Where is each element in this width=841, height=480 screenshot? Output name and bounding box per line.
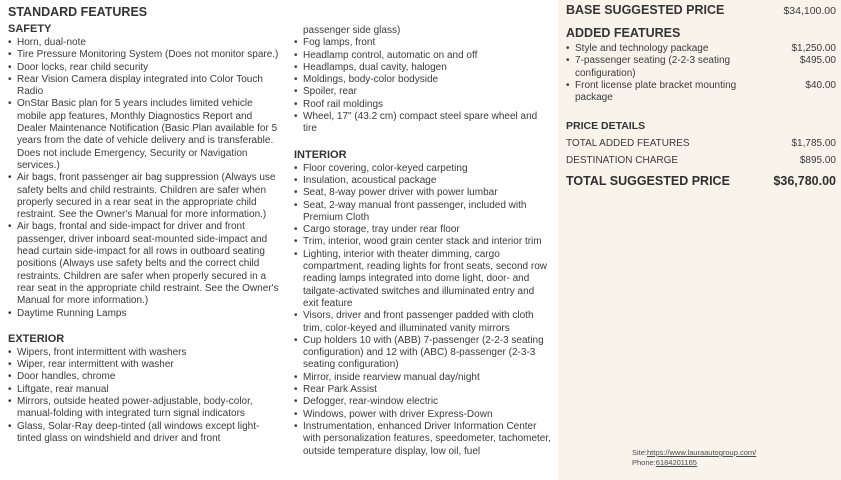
added-feature-price: $1,250.00 bbox=[791, 43, 836, 54]
added-feature-row bbox=[566, 55, 836, 80]
price-detail-value: $895.00 bbox=[799, 155, 836, 167]
phone-link[interactable]: 6184201165 bbox=[655, 458, 697, 467]
feature-item: • Door locks, rear child security bbox=[8, 62, 281, 74]
feature-section-continued bbox=[294, 37, 552, 135]
feature-item: • Spoiler, rear bbox=[294, 86, 552, 98]
feature-item: • Headlamp control, automatic on and off bbox=[294, 50, 552, 62]
feature-item: • Daytime Running Lamps bbox=[8, 308, 281, 320]
features-column-2 bbox=[294, 4, 552, 480]
site-link[interactable]: https://www.lauraautogroup.com/ bbox=[647, 448, 757, 457]
page-title: STANDARD FEATURES bbox=[8, 5, 148, 19]
feature-sections-col1 bbox=[8, 23, 281, 445]
feature-list bbox=[8, 37, 281, 320]
base-price-row bbox=[566, 3, 836, 17]
feature-item: • Wheel, 17" (43.2 cm) compact steel spare wheel and tire bbox=[294, 111, 552, 136]
site-label: Site: bbox=[632, 448, 648, 457]
phone-line bbox=[632, 458, 756, 468]
added-feature-row bbox=[566, 80, 836, 105]
feature-item: • Insulation, acoustical package bbox=[294, 175, 552, 187]
feature-item: • Instrumentation, enhanced Driver Information Center with personalization features, speedometer, tachometer, outside temperature display, low oil, fuel bbox=[294, 421, 552, 458]
feature-item: • Horn, dual-note bbox=[8, 37, 281, 49]
added-feature-label: • Front license plate bracket mounting package bbox=[566, 80, 764, 105]
feature-list bbox=[294, 37, 552, 135]
base-price-value: $34,100.00 bbox=[783, 5, 836, 17]
price-panel bbox=[558, 0, 841, 480]
feature-item: • Roof rail moldings bbox=[294, 99, 552, 111]
features-column-1 bbox=[8, 4, 281, 480]
site-line bbox=[632, 448, 756, 458]
feature-item: • Trim, interior, wood grain center stack and interior trim bbox=[294, 236, 552, 248]
feature-section-safety bbox=[8, 23, 281, 320]
feature-item: • Defogger, rear-window electric bbox=[294, 396, 552, 408]
feature-item: • Cup holders 10 with (ABB) 7-passenger (2-2-3 seating configuration) and 12 with (ABC) 8-passenger (2-3-3 seating configuration) bbox=[294, 335, 552, 372]
price-detail-label: DESTINATION CHARGE bbox=[566, 155, 679, 167]
feature-list bbox=[294, 163, 552, 458]
price-detail-label: TOTAL ADDED FEATURES bbox=[566, 138, 690, 150]
feature-item: • Seat, 8-way power driver with power lumbar bbox=[294, 187, 552, 199]
feature-item: • Windows, power with driver Express-Down bbox=[294, 409, 552, 421]
feature-section-interior bbox=[294, 149, 552, 458]
feature-item: • Visors, driver and front passenger padded with cloth trim, color-keyed and illuminated vanity mirrors bbox=[294, 310, 552, 335]
added-feature-label: • Style and technology package bbox=[566, 43, 764, 55]
feature-item: • Cargo storage, tray under rear floor bbox=[294, 224, 552, 236]
feature-item: • Rear Vision Camera display integrated into Color Touch Radio bbox=[8, 74, 281, 99]
total-suggested-price-row bbox=[566, 174, 836, 188]
total-price-label: TOTAL SUGGESTED PRICE bbox=[566, 174, 730, 189]
feature-item: • Wiper, rear intermittent with washer bbox=[8, 359, 281, 371]
feature-item: • Air bags, front passenger air bag suppression (Always use safety belts and child restraints. Children are safer when properly secured in a rear seat in the appropriate child restraint. See the Owner's Manual for more information.) bbox=[8, 172, 281, 221]
feature-item: • OnStar Basic plan for 5 years includes limited vehicle mobile app features, Monthly Diagnostics Report and Dealer Maintenance Notification (Basic Plan available for 5 years from the date of vehicle delivery and is transferable. Does not include Emergency, Security or Navigation services.) bbox=[8, 98, 281, 172]
price-detail-rows bbox=[566, 138, 836, 166]
feature-item: • Glass, Solar-Ray deep-tinted (all windows except light-tinted glass on windshield and driver and front bbox=[8, 421, 281, 446]
feature-item: • Tire Pressure Monitoring System (Does not monitor spare.) bbox=[8, 49, 281, 61]
section-heading: EXTERIOR bbox=[8, 332, 65, 345]
feature-item: • Fog lamps, front bbox=[294, 37, 552, 49]
price-details-heading: PRICE DETAILS bbox=[566, 120, 646, 133]
feature-sections-col2 bbox=[294, 37, 552, 458]
base-price-label: BASE SUGGESTED PRICE bbox=[566, 3, 725, 17]
feature-item: • Lighting, interior with theater dimming, cargo compartment, reading lights for front seats, second row reading lamps integrated into dome light, door- and tailgate-activated switches and illuminated entry and exit feature bbox=[294, 249, 552, 310]
feature-item: • Air bags, frontal and side-impact for driver and front passenger, driver inboard seat-mounted side-impact and head curtain side-impact for all rows in outboard seating positions (Always use safety belts and the correct child restraints. Children are safer when properly secured in a rear seat in the appropriate child restraint. See the Owner's Manual for more information.) bbox=[8, 221, 281, 307]
price-detail-row bbox=[566, 138, 836, 149]
added-features-heading: ADDED FEATURES bbox=[566, 26, 681, 40]
added-feature-price: $40.00 bbox=[805, 79, 836, 91]
feature-item: • Liftgate, rear manual bbox=[8, 384, 281, 396]
feature-item: • Seat, 2-way manual front passenger, included with Premium Cloth bbox=[294, 200, 552, 225]
added-feature-row bbox=[566, 43, 836, 55]
feature-item: • Moldings, body-color bodyside bbox=[294, 74, 552, 86]
feature-item: • Headlamps, dual cavity, halogen bbox=[294, 62, 552, 74]
dealer-contact bbox=[632, 448, 756, 468]
added-feature-price: $495.00 bbox=[799, 55, 836, 67]
price-detail-value: $1,785.00 bbox=[791, 138, 836, 150]
feature-item: • Wipers, front intermittent with washers bbox=[8, 347, 281, 359]
section-heading: INTERIOR bbox=[294, 148, 347, 161]
feature-list bbox=[8, 347, 281, 445]
feature-continuation-line: passenger side glass) bbox=[303, 25, 401, 36]
feature-item: • Rear Park Assist bbox=[294, 384, 552, 396]
feature-item: • Door handles, chrome bbox=[8, 371, 281, 383]
feature-item: • Mirror, inside rearview manual day/night bbox=[294, 372, 552, 384]
added-features-list bbox=[566, 43, 836, 104]
section-heading: SAFETY bbox=[8, 23, 52, 35]
price-detail-row bbox=[566, 155, 836, 166]
phone-label: Phone: bbox=[632, 458, 656, 467]
total-price-value: $36,780.00 bbox=[773, 174, 836, 189]
added-feature-label: • 7-passenger seating (2-2-3 seating configuration) bbox=[566, 55, 764, 80]
feature-item: • Mirrors, outside heated power-adjustable, body-color, manual-folding with integrated turn signal indicators bbox=[8, 396, 281, 421]
feature-section-exterior bbox=[8, 333, 281, 445]
feature-item: • Floor covering, color-keyed carpeting bbox=[294, 163, 552, 175]
